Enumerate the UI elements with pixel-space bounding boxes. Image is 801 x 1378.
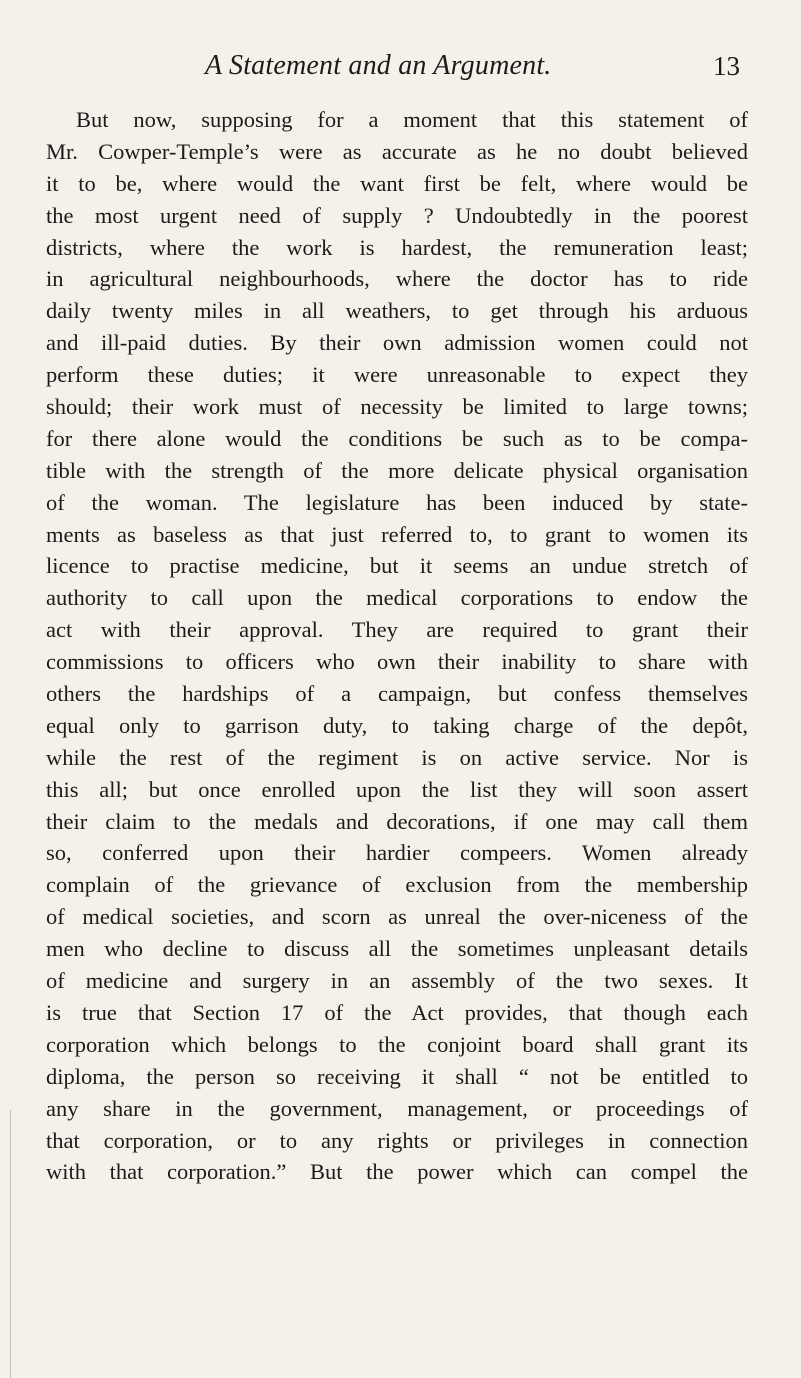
- text-line: it to be, where would the want first be felt, where would be: [46, 170, 748, 196]
- text-line: men who decline to discuss all the sometimes unpleasant details: [46, 936, 748, 962]
- running-title: A Statement and an Argument.: [205, 50, 552, 81]
- text-line: of medicine and surgery in an assembly of the two sexes. It: [46, 968, 748, 994]
- text-line: should; their work must of necessity be limited to large towns;: [46, 394, 748, 420]
- text-line: districts, where the work is hardest, the remuneration least;: [46, 234, 748, 260]
- text-line: corporation which belongs to the conjoint board shall grant its: [46, 1031, 748, 1057]
- body-paragraph: [46, 104, 748, 1188]
- text-line: complain of the grievance of exclusion from the membership: [46, 872, 748, 898]
- text-line: daily twenty miles in all weathers, to get through his arduous: [46, 298, 748, 324]
- text-line: others the hardships of a campaign, but confess themselves: [46, 681, 748, 707]
- text-line: any share in the government, management, or proceedings of: [46, 1095, 748, 1121]
- text-line: diploma, the person so receiving it shall “ not be entitled to: [46, 1063, 748, 1089]
- text-line: licence to practise medicine, but it seems an undue stretch of: [46, 553, 748, 579]
- text-line: of medical societies, and scorn as unreal the over-niceness of the: [46, 904, 748, 930]
- text-line: equal only to garrison duty, to taking charge of the depôt,: [46, 712, 748, 738]
- text-line: commissions to officers who own their inability to share with: [46, 649, 748, 675]
- text-line: perform these duties; it were unreasonable to expect they: [46, 362, 748, 388]
- text-line: so, conferred upon their hardier compeers. Women already: [46, 840, 748, 866]
- text-line: and ill-paid duties. By their own admission women could not: [46, 330, 748, 356]
- running-head: [0, 49, 801, 87]
- text-line: their claim to the medals and decorations, if one may call them: [46, 808, 748, 834]
- text-line: authority to call upon the medical corporations to endow the: [46, 585, 748, 611]
- text-line: the most urgent need of supply ? Undoubtedly in the poorest: [46, 202, 748, 228]
- text-line: act with their approval. They are required to grant their: [46, 617, 748, 643]
- text-line: in agricultural neighbourhoods, where the doctor has to ride: [46, 266, 748, 292]
- text-line: But now, supposing for a moment that this statement of: [76, 107, 748, 132]
- text-line: that corporation, or to any rights or privileges in connection: [46, 1127, 748, 1153]
- text-line: of the woman. The legislature has been induced by state-: [46, 489, 748, 515]
- text-line: this all; but once enrolled upon the list they will soon assert: [46, 776, 748, 802]
- text-line: with that corporation.” But the power which can compel the: [46, 1159, 748, 1185]
- text-line: for there alone would the conditions be such as to be compa-: [46, 425, 748, 451]
- text-line: Mr. Cowper-Temple’s were as accurate as he no doubt believed: [46, 138, 748, 164]
- text-line: tible with the strength of the more delicate physical organisation: [46, 457, 748, 483]
- page-edge-line: [10, 1110, 11, 1378]
- text-line: ments as baseless as that just referred to, to grant to women its: [46, 521, 748, 547]
- text-line: while the rest of the regiment is on active service. Nor is: [46, 744, 748, 770]
- page-number: 13: [713, 51, 740, 81]
- text-line: is true that Section 17 of the Act provides, that though each: [46, 999, 748, 1025]
